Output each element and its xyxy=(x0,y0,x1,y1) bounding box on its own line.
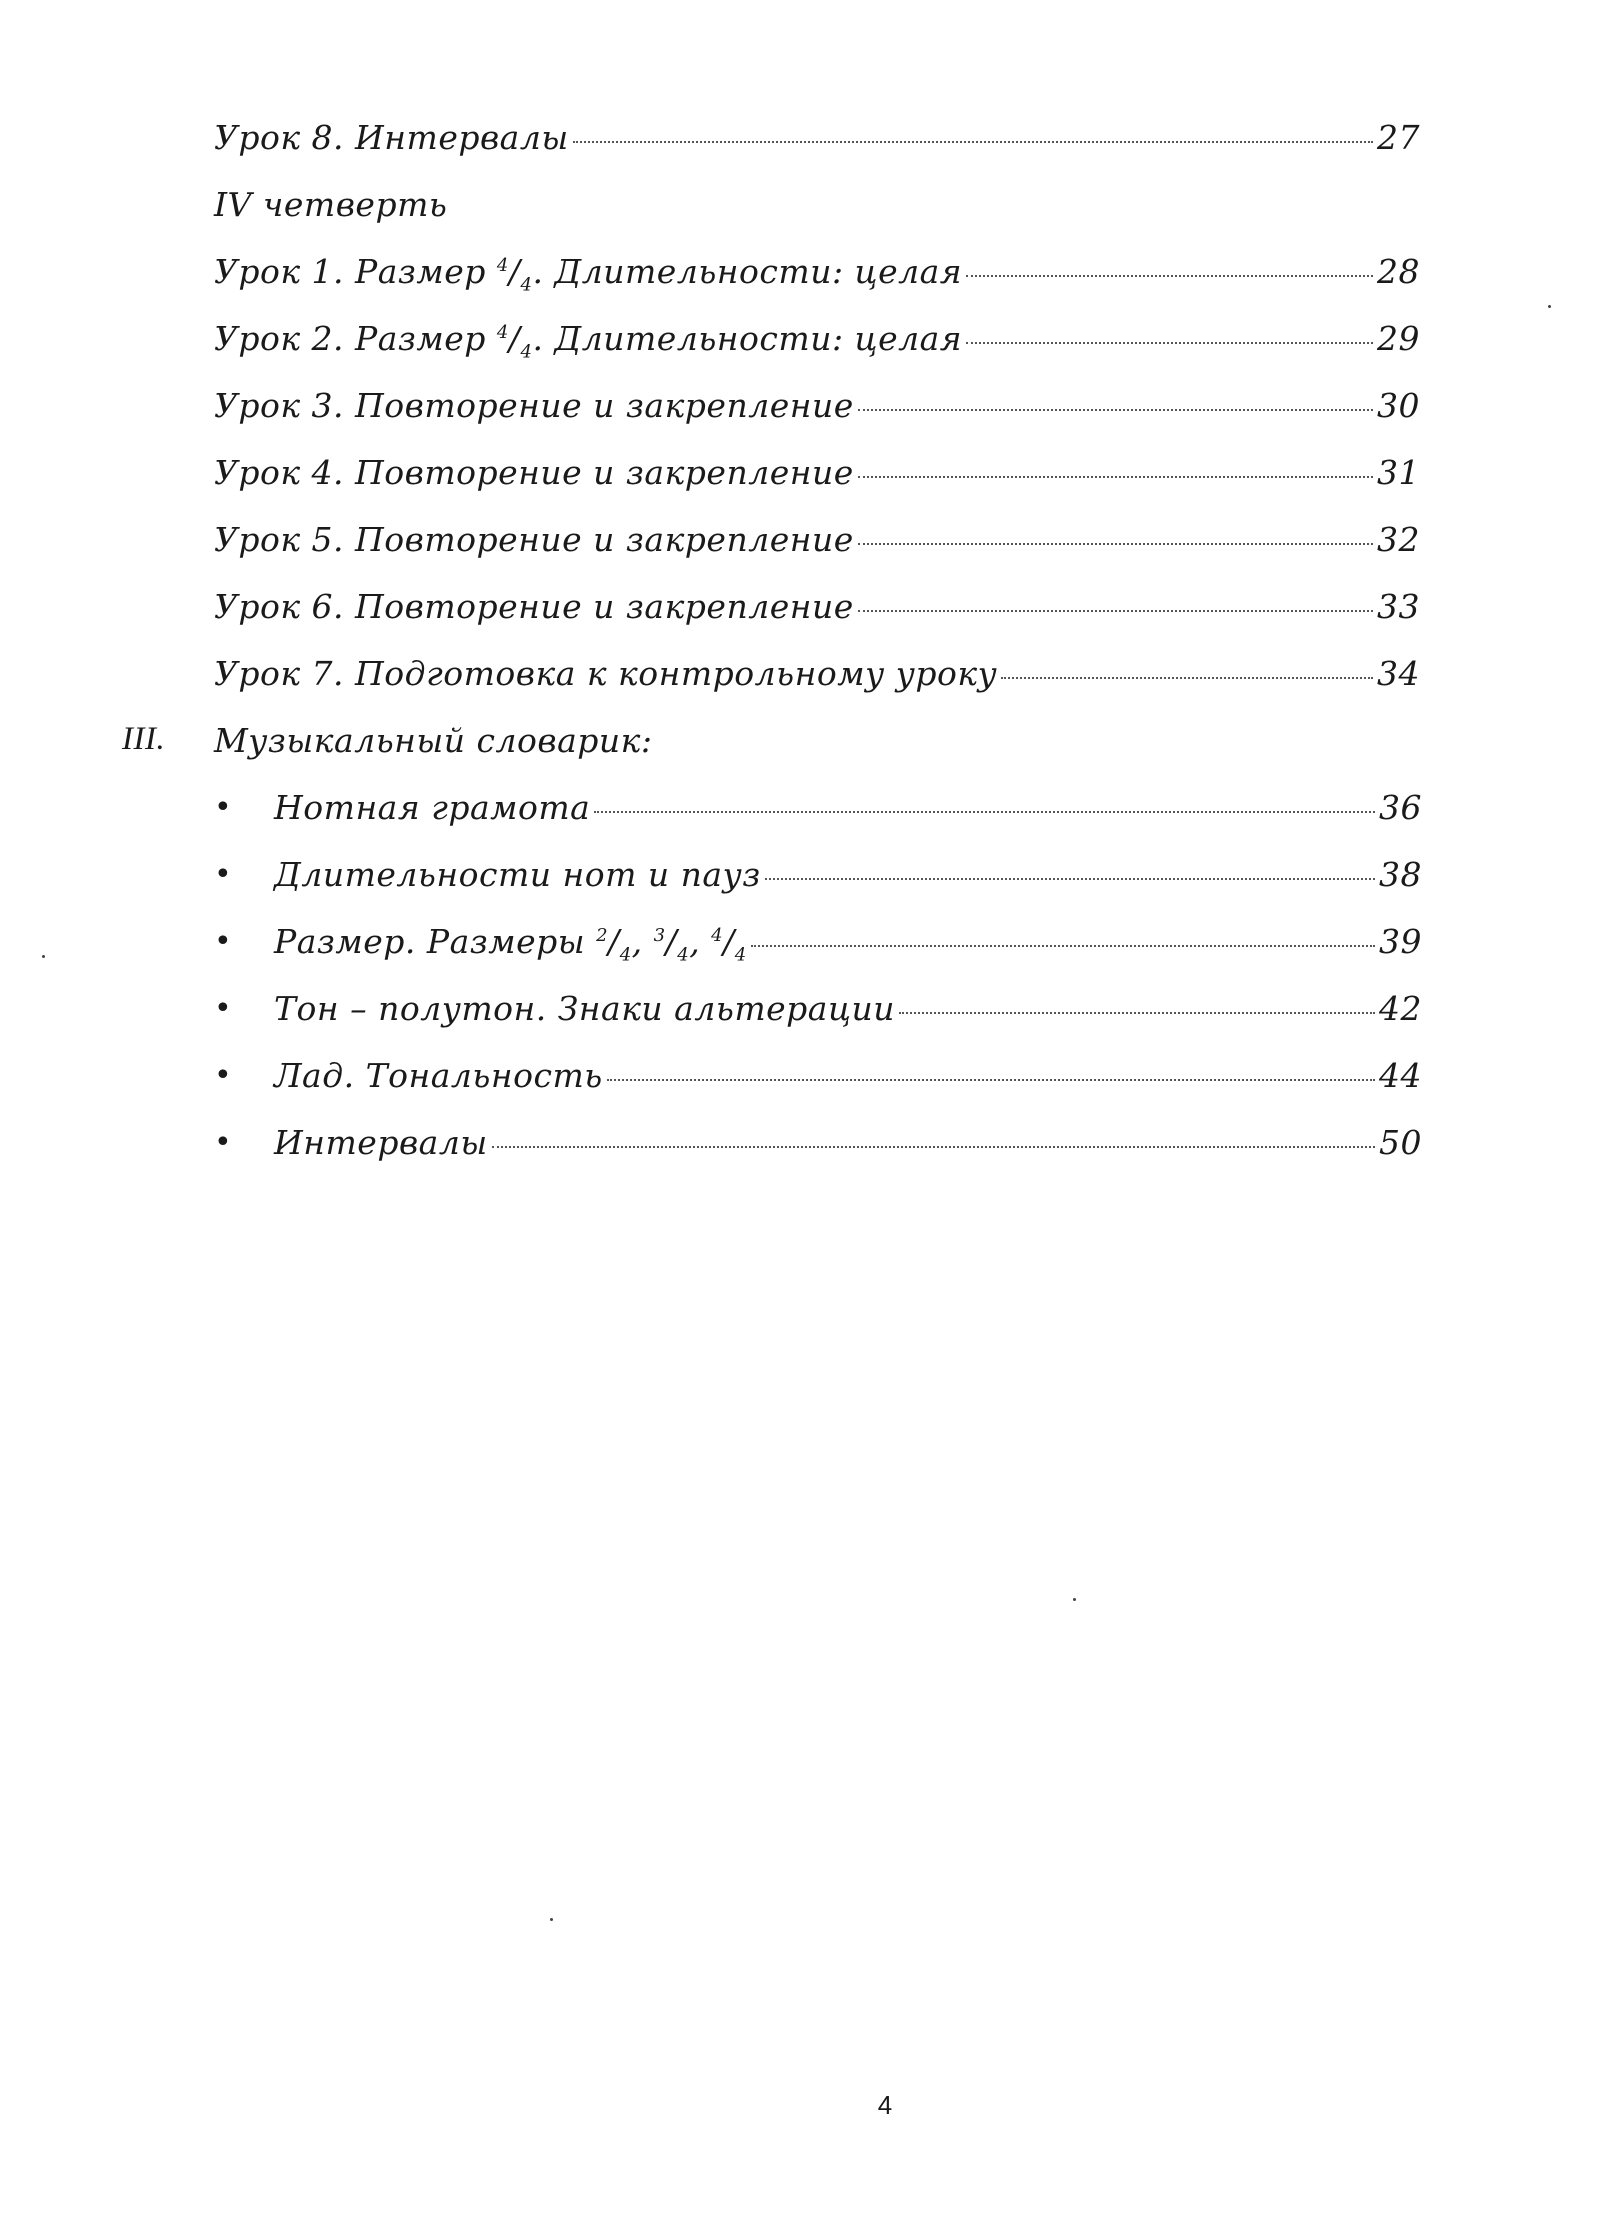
fraction-numerator: 4 xyxy=(711,925,724,946)
fraction-numerator: 3 xyxy=(653,925,666,946)
bullet-icon: • xyxy=(214,1125,233,1160)
dot-leader xyxy=(966,342,1373,344)
toc-entry-page: 30 xyxy=(1377,386,1420,425)
glossary-entry-5 xyxy=(0,1056,1600,1123)
toc-entry-title: Размер. Размеры $^2/_4$, $^3/_4$, $^4/_4$ xyxy=(274,922,747,966)
section-title: Музыкальный словарик: xyxy=(214,721,653,760)
fraction-denominator: 4 xyxy=(520,274,533,296)
dot-leader xyxy=(858,543,1373,545)
toc-entry-page: 38 xyxy=(1379,855,1422,894)
glossary-entry-2 xyxy=(0,855,1600,922)
toc-entry-q4-lesson-4 xyxy=(0,453,1600,520)
fraction-denominator: 4 xyxy=(734,944,747,966)
toc-entry-q4-lesson-2 xyxy=(0,319,1600,386)
toc-entry-title: Урок 5. Повторение и закрепление xyxy=(214,520,854,559)
toc-entry-title: Лад. Тональность xyxy=(274,1056,603,1095)
glossary-entry-4 xyxy=(0,989,1600,1056)
fraction-denominator: 4 xyxy=(619,944,632,966)
toc-entry-title: Урок 2. Размер $^4/_4$. Длительности: целая xyxy=(214,319,963,363)
section-iii-heading xyxy=(0,721,1600,788)
toc-entry-title: Урок 8. Интервалы xyxy=(214,118,569,157)
dot-leader xyxy=(751,945,1375,947)
toc-entry-title: Урок 1. Размер $^4/_4$. Длительности: целая xyxy=(214,252,963,296)
dot-leader xyxy=(765,878,1375,880)
title-part: Урок 1. Размер xyxy=(214,252,497,291)
toc-entry-title: Тон – полутон. Знаки альтерации xyxy=(274,989,895,1028)
toc-entry-page: 39 xyxy=(1379,922,1422,961)
quarter-iv-title: IV четверть xyxy=(214,185,448,224)
toc-entry-page: 29 xyxy=(1377,319,1420,358)
toc-entry-title: Интервалы xyxy=(274,1123,488,1162)
quarter-heading xyxy=(0,185,1600,252)
page-number: 4 xyxy=(877,2090,893,2120)
fraction-denominator: 4 xyxy=(677,944,690,966)
toc-entry-page: 32 xyxy=(1377,520,1420,559)
title-part: . Длительности: целая xyxy=(532,252,963,291)
toc-entry-title: Нотная грамота xyxy=(274,788,591,827)
bullet-icon: • xyxy=(214,991,233,1026)
toc-entry-page: 33 xyxy=(1377,587,1420,626)
scan-speck xyxy=(550,1918,553,1921)
title-part: Размер. Размеры xyxy=(274,922,597,961)
glossary-entry-6 xyxy=(0,1123,1600,1190)
dot-leader xyxy=(858,610,1373,612)
fraction-numerator: 2 xyxy=(596,925,609,946)
dot-leader xyxy=(492,1146,1375,1148)
toc-entry-q4-lesson-5 xyxy=(0,520,1600,587)
toc-entry-page: 44 xyxy=(1379,1056,1422,1095)
toc-entry-lesson-8 xyxy=(0,118,1600,185)
scan-speck xyxy=(1073,1598,1076,1601)
fraction-numerator: 4 xyxy=(496,255,509,276)
glossary-entry-3 xyxy=(0,922,1600,989)
toc-entry-title: Урок 6. Повторение и закрепление xyxy=(214,587,854,626)
dot-leader xyxy=(899,1012,1375,1014)
toc-entry-page: 31 xyxy=(1377,453,1420,492)
section-numeral: III. xyxy=(122,721,166,757)
toc-entry-title: Урок 3. Повторение и закрепление xyxy=(214,386,854,425)
toc-entry-page: 42 xyxy=(1379,989,1422,1028)
toc-entry-page: 27 xyxy=(1377,118,1420,157)
toc-entry-page: 34 xyxy=(1377,654,1420,693)
dot-leader xyxy=(966,275,1373,277)
dot-leader xyxy=(594,811,1375,813)
glossary-entry-1 xyxy=(0,788,1600,855)
bullet-icon: • xyxy=(214,790,233,825)
scan-speck xyxy=(1548,305,1551,308)
scan-speck xyxy=(42,955,45,958)
toc-entry-page: 28 xyxy=(1377,252,1420,291)
dot-leader xyxy=(573,141,1373,143)
title-part: . Длительности: целая xyxy=(532,319,963,358)
bullet-icon: • xyxy=(214,924,233,959)
bullet-icon: • xyxy=(214,1058,233,1093)
toc-entry-title: Длительности нот и пауз xyxy=(274,855,761,894)
fraction-numerator: 4 xyxy=(496,322,509,343)
toc-entry-page: 50 xyxy=(1379,1123,1422,1162)
toc-entry-q4-lesson-6 xyxy=(0,587,1600,654)
fraction-denominator: 4 xyxy=(520,341,533,363)
bullet-icon: • xyxy=(214,857,233,892)
toc-entry-title: Урок 7. Подготовка к контрольному уроку xyxy=(214,654,998,693)
toc-entry-q4-lesson-3 xyxy=(0,386,1600,453)
toc-entry-q4-lesson-1 xyxy=(0,252,1600,319)
toc-entry-page: 36 xyxy=(1379,788,1422,827)
table-of-contents xyxy=(0,118,1600,1190)
toc-entry-q4-lesson-7 xyxy=(0,654,1600,721)
toc-entry-title: Урок 4. Повторение и закрепление xyxy=(214,453,854,492)
dot-leader xyxy=(607,1079,1375,1081)
dot-leader xyxy=(858,476,1373,478)
dot-leader xyxy=(1001,677,1373,679)
title-part: Урок 2. Размер xyxy=(214,319,497,358)
dot-leader xyxy=(858,409,1373,411)
